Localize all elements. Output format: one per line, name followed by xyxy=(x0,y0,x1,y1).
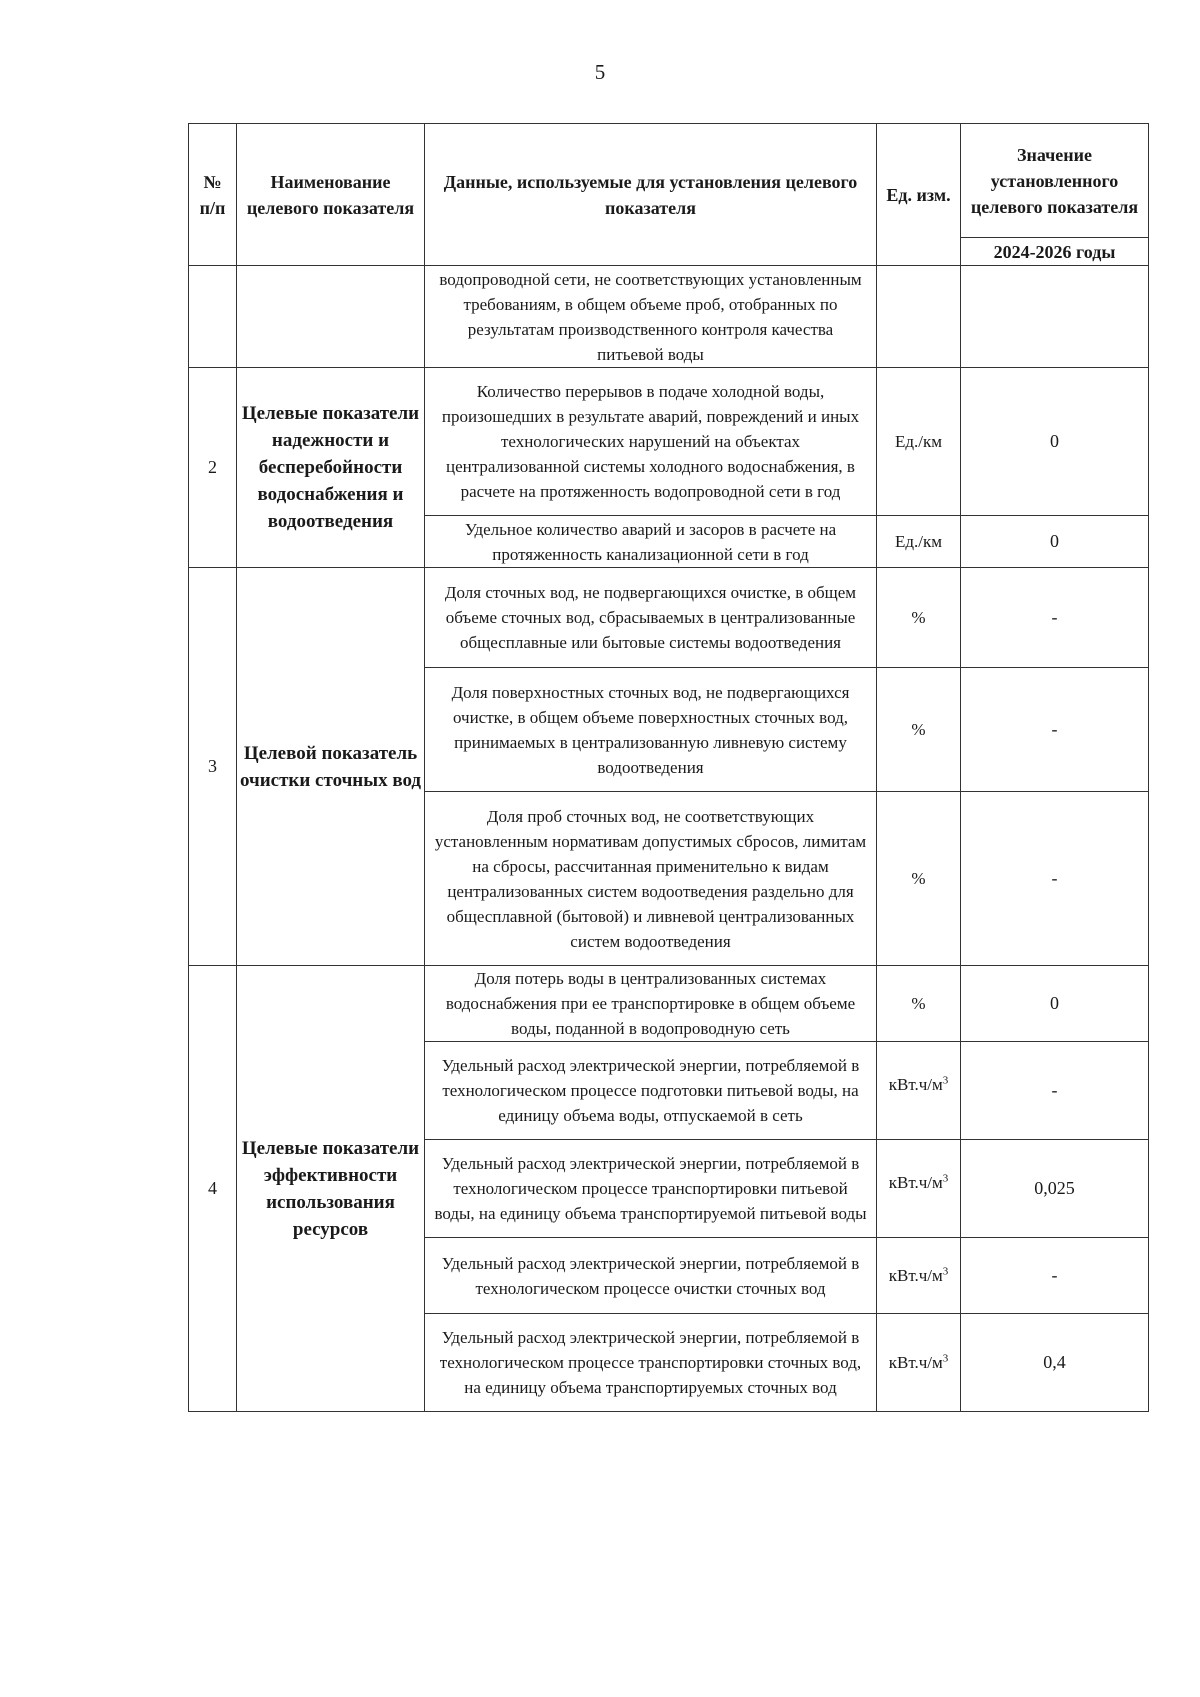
cell-unit: % xyxy=(877,792,961,966)
cell-value: 0 xyxy=(961,966,1149,1042)
cell-value: 0 xyxy=(961,516,1149,568)
cell-value: 0,4 xyxy=(961,1314,1149,1412)
header-name: Наименование целевого показателя xyxy=(237,124,425,266)
cell-data: Удельный расход электрической энергии, потребляемой в технологическом процессе подготовки питьевой воды, на единицу объема воды, отпускаемой в сеть xyxy=(425,1042,877,1140)
cell-data: Количество перерывов в подаче холодной воды, произошедших в результате аварий, повреждений и иных технологических нарушений на объектах централизованной системы холодного водоснабжения, в расчете на протяженность водопроводной сети в год xyxy=(425,368,877,516)
group-name: Целевые показатели эффективности использования ресурсов xyxy=(237,966,425,1412)
group-name: Целевые показатели надежности и бесперебойности водоснабжения и водоотведения xyxy=(237,368,425,568)
cell-value: - xyxy=(961,568,1149,668)
cell-value: - xyxy=(961,668,1149,792)
cell-data: Удельный расход электрической энергии, потребляемой в технологическом процессе транспортировки сточных вод, на единицу объема транспортируемых сточных вод xyxy=(425,1314,877,1412)
cell-unit: $кВт.ч/м^3$ xyxy=(877,1314,961,1412)
header-row xyxy=(189,124,1149,238)
cell-value: - xyxy=(961,1042,1149,1140)
header-unit: Ед. изм. xyxy=(877,124,961,266)
table-row xyxy=(189,568,1149,668)
cell-data: Доля сточных вод, не подвергающихся очистке, в общем объеме сточных вод, сбрасываемых в централизованные общесплавные или бытовые системы водоотведения xyxy=(425,568,877,668)
header-num: № п/п xyxy=(189,124,237,266)
cell-num xyxy=(189,266,237,368)
cell-data: Доля поверхностных сточных вод, не подвергающихся очистке, в общем объеме поверхностных сточных вод, принимаемых в централизованную ливневую систему водоотведения xyxy=(425,668,877,792)
cell-unit xyxy=(877,266,961,368)
cell-value xyxy=(961,266,1149,368)
cell-data: Доля потерь воды в централизованных системах водоснабжения при ее транспортировке в общем объеме воды, поданной в водопроводную сеть xyxy=(425,966,877,1042)
cell-data: Удельное количество аварий и засоров в расчете на протяженность канализационной сети в год xyxy=(425,516,877,568)
group-name: Целевой показатель очистки сточных вод xyxy=(237,568,425,966)
cell-unit: % xyxy=(877,966,961,1042)
cell-unit: % xyxy=(877,668,961,792)
header-period: 2024-2026 годы xyxy=(961,238,1149,266)
page-number: 5 xyxy=(594,60,606,84)
table-row xyxy=(189,266,1149,368)
cell-data: Доля проб сточных вод, не соответствующих установленным нормативам допустимых сбросов, лимитам на сбросы, рассчитанная применительно к видам централизованных систем водоотведения раздельно для общесплавной (бытовой) и ливневой централизованных систем водоотведения xyxy=(425,792,877,966)
group-number: 3 xyxy=(189,568,237,966)
target-indicators-table xyxy=(188,123,1149,1412)
cell-unit: $кВт.ч/м^3$ xyxy=(877,1238,961,1314)
cell-data: Удельный расход электрической энергии, потребляемой в технологическом процессе очистки сточных вод xyxy=(425,1238,877,1314)
cell-value: 0 xyxy=(961,368,1149,516)
cell-data: водопроводной сети, не соответствующих установленным требованиям, в общем объеме проб, отобранных по результатам производственного контроля качества питьевой воды xyxy=(425,266,877,368)
cell-unit: Ед./км xyxy=(877,368,961,516)
cell-value: - xyxy=(961,792,1149,966)
cell-unit: $кВт.ч/м^3$ xyxy=(877,1140,961,1238)
header-data: Данные, используемые для установления целевого показателя xyxy=(425,124,877,266)
cell-value: 0,025 xyxy=(961,1140,1149,1238)
table-row xyxy=(189,368,1149,516)
cell-unit: Ед./км xyxy=(877,516,961,568)
cell-name xyxy=(237,266,425,368)
cell-unit: $кВт.ч/м^3$ xyxy=(877,1042,961,1140)
cell-unit: % xyxy=(877,568,961,668)
group-number: 4 xyxy=(189,966,237,1412)
header-value: Значение установленного целевого показателя xyxy=(961,124,1149,238)
group-number: 2 xyxy=(189,368,237,568)
table-row xyxy=(189,966,1149,1042)
cell-data: Удельный расход электрической энергии, потребляемой в технологическом процессе транспортировки питьевой воды, на единицу объема транспортируемой питьевой воды xyxy=(425,1140,877,1238)
cell-value: - xyxy=(961,1238,1149,1314)
